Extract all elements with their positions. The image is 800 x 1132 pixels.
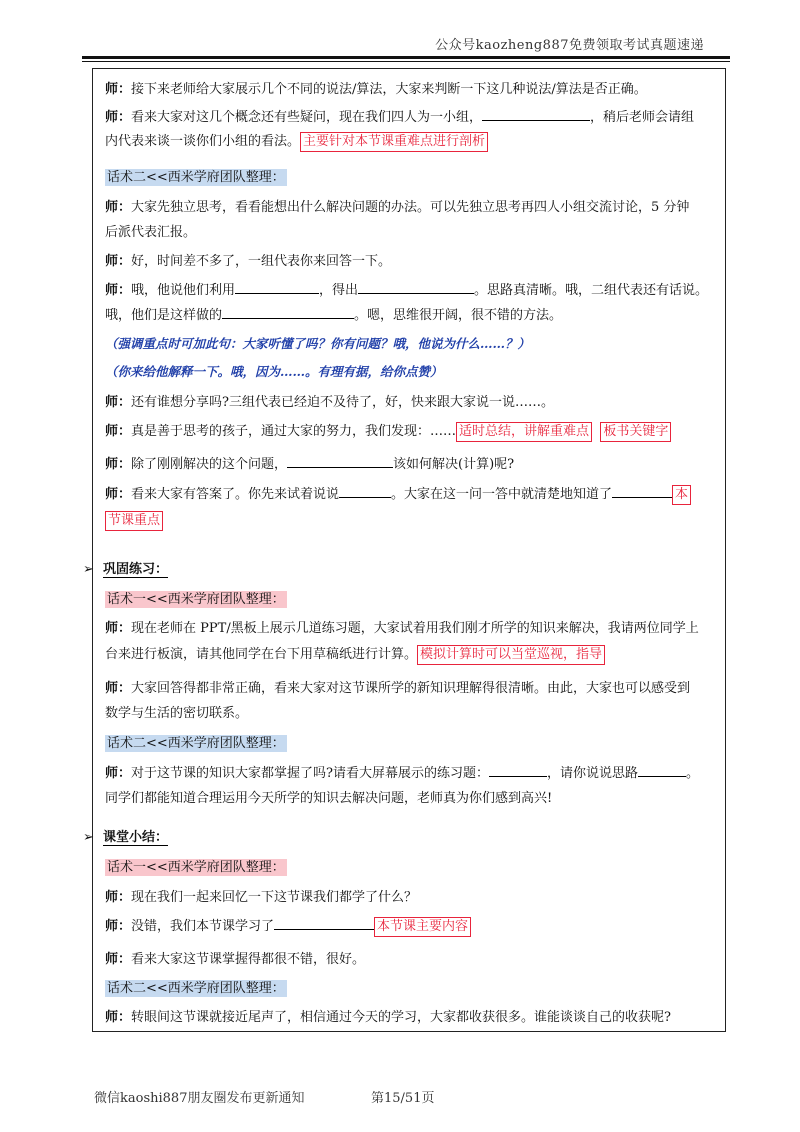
paragraph: 师：转眼间这节课就接近尾声了，相信通过今天的学习，大家都收获很多。谁能谈谈自己的收获呢? bbox=[105, 1010, 671, 1025]
section-bullet: ➢ 课堂小结： bbox=[83, 830, 168, 845]
annotation-tag: 适时总结，讲解重难点 bbox=[456, 422, 592, 442]
paragraph-continued: 哦，他们是这样做的 。嗯，思维很开阔，很不错的方法。 bbox=[105, 308, 563, 323]
paragraph: 师：真是善于思考的孩子，通过大家的努力，我们发现：…… 适时总结，讲解重难点 板书关键字 bbox=[105, 420, 671, 442]
section-heading-highlight: 话术二<<西米学府团队整理： bbox=[107, 736, 285, 751]
annotation-tag: 节课重点 bbox=[105, 511, 163, 531]
paragraph: 师：还有谁想分享吗?三组代表已经迫不及待了，好，快来跟大家说一说……。 bbox=[105, 395, 554, 410]
annotation-tag: 本节课主要内容 bbox=[374, 917, 471, 937]
paragraph: 师：看来大家有答案了。你先来试着说说 。大家在这一问一答中就清楚地知道了 本 bbox=[105, 483, 691, 505]
section-heading-highlight: 话术二<<西米学府团队整理： bbox=[107, 981, 285, 996]
page-number: 第15/51页 bbox=[371, 1091, 435, 1106]
paragraph: 师：现在我们一起来回忆一下这节课我们都学了什么？ bbox=[105, 890, 418, 905]
fill-blank bbox=[339, 485, 391, 498]
footer-notice: 微信kaoshi887朋友圈发布更新通知 bbox=[94, 1091, 305, 1106]
header-rule-thin bbox=[82, 61, 730, 62]
fill-blank bbox=[638, 764, 686, 777]
annotation-tag: 模拟计算时可以当堂巡视，指导 bbox=[417, 645, 605, 665]
paragraph: 师：看来大家这节课掌握得都很不错，很好。 bbox=[105, 952, 366, 967]
paragraph: 师：哦，他说他们利用 ，得出 。思路真清晰。哦，二组代表还有话说。 bbox=[105, 283, 709, 298]
paragraph-continued: 后派代表汇报。 bbox=[105, 225, 197, 240]
header-text: 公众号kaozheng887免费领取考试真题速递 bbox=[435, 38, 704, 53]
section-heading-highlight: 话术一<<西米学府团队整理： bbox=[107, 860, 285, 875]
paragraph-continued: 数学与生活的密切联系。 bbox=[105, 706, 249, 721]
arrow-bullet-icon: ➢ bbox=[83, 562, 94, 577]
paragraph: 师：大家先独立思考，看看能想出什么解决问题的办法。可以先独立思考再四人小组交流讨论，5 分钟 bbox=[105, 200, 690, 215]
section-bullet: ➢ 巩固练习： bbox=[83, 562, 168, 577]
paragraph: 师：对于这节课的知识大家都掌握了吗?请看大屏幕展示的练习题： ，请你说说思路 。 bbox=[105, 766, 700, 781]
paragraph: 师：大家回答得都非常正确，看来大家对这节课所学的新知识理解得很清晰。由此，大家也可以感受到 bbox=[105, 681, 691, 696]
section-heading-highlight: 话术一<<西米学府团队整理： bbox=[107, 592, 285, 607]
fill-blank bbox=[482, 108, 590, 121]
annotation-tag: 板书关键字 bbox=[600, 422, 671, 442]
teaching-note: （强调重点时可加此句：大家听懂了吗？你有问题？哦，他说为什么……？） bbox=[105, 336, 531, 351]
header-rule bbox=[82, 56, 730, 59]
arrow-bullet-icon: ➢ bbox=[83, 830, 94, 845]
paragraph-continued bbox=[105, 511, 163, 531]
fill-blank bbox=[489, 764, 547, 777]
paragraph: 师：没错，我们本节课学习了 本节课主要内容 bbox=[105, 915, 471, 937]
paragraph-continued: 同学们都能知道合理运用今天所学的知识去解决问题，老师真为你们感到高兴! bbox=[105, 791, 553, 806]
fill-blank bbox=[274, 917, 374, 930]
fill-blank bbox=[358, 281, 474, 294]
fill-blank bbox=[235, 281, 319, 294]
paragraph: 师：看来大家对这几个概念还有些疑问，现在我们四人为一小组， ，稍后老师会请组 bbox=[105, 110, 695, 125]
paragraph: 师：现在老师在 PPT/黑板上展示几道练习题，大家试着用我们刚才所学的知识来解决，我请两位同学上 bbox=[105, 621, 699, 636]
paragraph: 师：接下来老师给大家展示几个不同的说法/算法，大家来判断一下这几种说法/算法是否正确。 bbox=[105, 82, 647, 97]
paragraph-continued: 台来进行板演，请其他同学在台下用草稿纸进行计算。 模拟计算时可以当堂巡视，指导 bbox=[105, 643, 605, 665]
fill-blank bbox=[612, 485, 672, 498]
annotation-tag: 本 bbox=[672, 485, 691, 505]
fill-blank bbox=[287, 455, 393, 468]
paragraph: 师：除了刚刚解决的这个问题， 该如何解决(计算)呢? bbox=[105, 457, 515, 472]
paragraph-continued: 内代表来谈一谈你们小组的看法。 主要针对本节课重难点进行剖析 bbox=[105, 130, 488, 152]
fill-blank bbox=[222, 306, 354, 319]
annotation-tag: 主要针对本节课重难点进行剖析 bbox=[300, 132, 488, 152]
teaching-note: （你来给他解释一下。哦，因为……。有理有据，给你点赞） bbox=[105, 364, 443, 379]
section-heading-highlight: 话术二<<西米学府团队整理： bbox=[107, 170, 285, 185]
paragraph: 师：好，时间差不多了，一组代表你来回答一下。 bbox=[105, 254, 392, 269]
